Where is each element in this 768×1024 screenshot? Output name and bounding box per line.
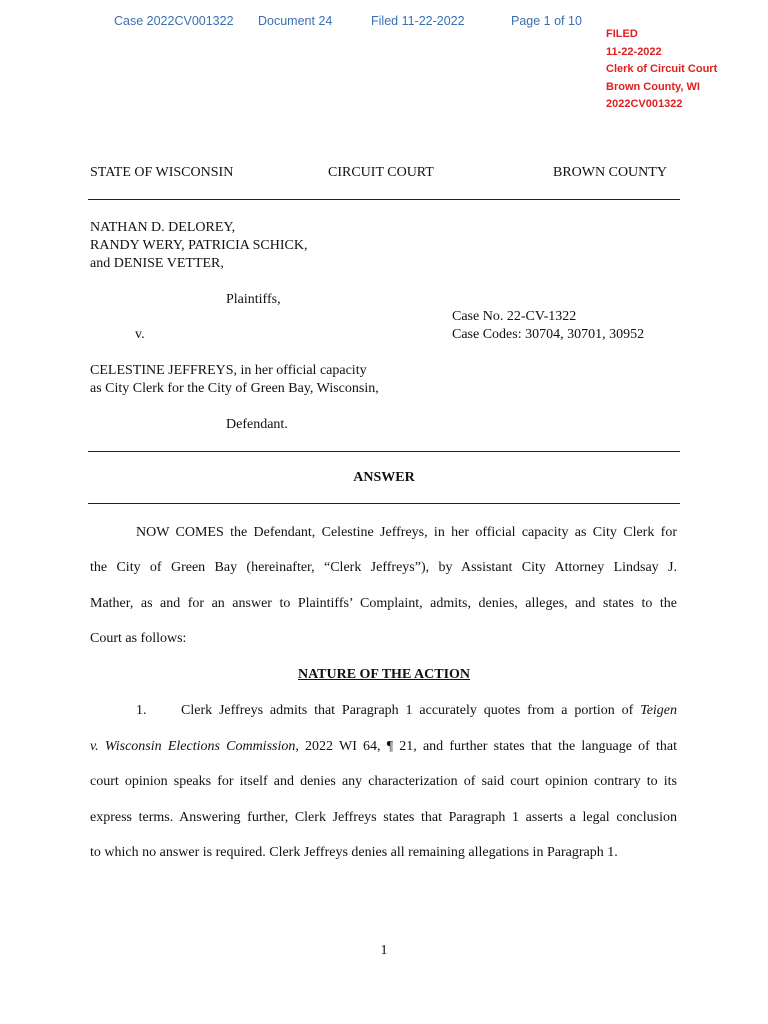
filed-block-line: 2022CV001322 — [606, 98, 683, 110]
plaintiff-line: RANDY WERY, PATRICIA SCHICK, — [90, 238, 308, 253]
case-number-stamp: Case 2022CV001322 — [114, 14, 234, 28]
defendant-line: as City Clerk for the City of Green Bay, Wisconsin, — [90, 381, 379, 396]
filed-block-line: Brown County, WI — [606, 80, 700, 93]
paragraph-line: express terms. Answering further, Clerk Jeffreys states that Paragraph 1 asserts a legal conclusion — [90, 810, 677, 825]
document-number-stamp: Document 24 — [258, 14, 333, 28]
filed-block-line: 11-22-2022 — [606, 45, 662, 58]
filed-block — [606, 26, 717, 114]
filed-date-stamp: Filed 11-22-2022 — [371, 14, 465, 28]
plaintiff-line: NATHAN D. DELOREY, — [90, 220, 236, 235]
intro-line: NOW COMES the Defendant, Celestine Jeffreys, in her official capacity as City Clerk for — [136, 525, 677, 540]
divider — [88, 451, 680, 452]
page-count-stamp: Page 1 of 10 — [511, 14, 582, 28]
filed-block-line: FILED — [606, 28, 638, 40]
paragraph-number: 1. — [136, 703, 147, 718]
intro-line: Mather, as and for an answer to Plaintiffs’ Complaint, admits, denies, alleges, and states to the — [90, 596, 677, 611]
paragraph-line: court opinion speaks for itself and denies any characterization of said court opinion contrary to its — [90, 774, 677, 789]
document-title: ANSWER — [353, 470, 415, 485]
paragraph-text: , 2022 WI 64, ¶ 21, and further states that the language of that — [295, 739, 677, 754]
divider — [88, 199, 680, 200]
plaintiffs-label: Plaintiffs, — [226, 292, 281, 307]
intro-line: Court as follows: — [90, 631, 187, 646]
court-label: CIRCUIT COURT — [328, 165, 434, 180]
paragraph-line — [90, 739, 677, 755]
case-codes: Case Codes: 30704, 30701, 30952 — [452, 327, 645, 342]
versus-label: v. — [135, 327, 145, 342]
paragraph-line — [181, 703, 677, 719]
case-citation-italic: v. Wisconsin Elections Commission — [90, 739, 296, 754]
divider — [88, 503, 680, 504]
defendant-label: Defendant. — [226, 417, 288, 432]
case-number: Case No. 22-CV-1322 — [452, 309, 577, 324]
case-citation-italic: Teigen — [640, 703, 678, 718]
filed-block-line: Clerk of Circuit Court — [606, 63, 718, 75]
plaintiff-line: and DENISE VETTER, — [90, 256, 224, 271]
section-heading: NATURE OF THE ACTION — [297, 667, 471, 682]
county-label: BROWN COUNTY — [553, 165, 667, 180]
page-number: 1 — [380, 943, 388, 958]
paragraph-text: Clerk Jeffreys admits that Paragraph 1 accurately quotes from a portion of — [181, 703, 634, 718]
state-label: STATE OF WISCONSIN — [90, 165, 234, 180]
paragraph-line: to which no answer is required. Clerk Jeffreys denies all remaining allegations in Paragraph 1. — [90, 845, 618, 860]
defendant-line: CELESTINE JEFFREYS, in her official capacity — [90, 363, 367, 378]
intro-line: the City of Green Bay (hereinafter, “Clerk Jeffreys”), by Assistant City Attorney Lindsay J. — [90, 560, 677, 575]
